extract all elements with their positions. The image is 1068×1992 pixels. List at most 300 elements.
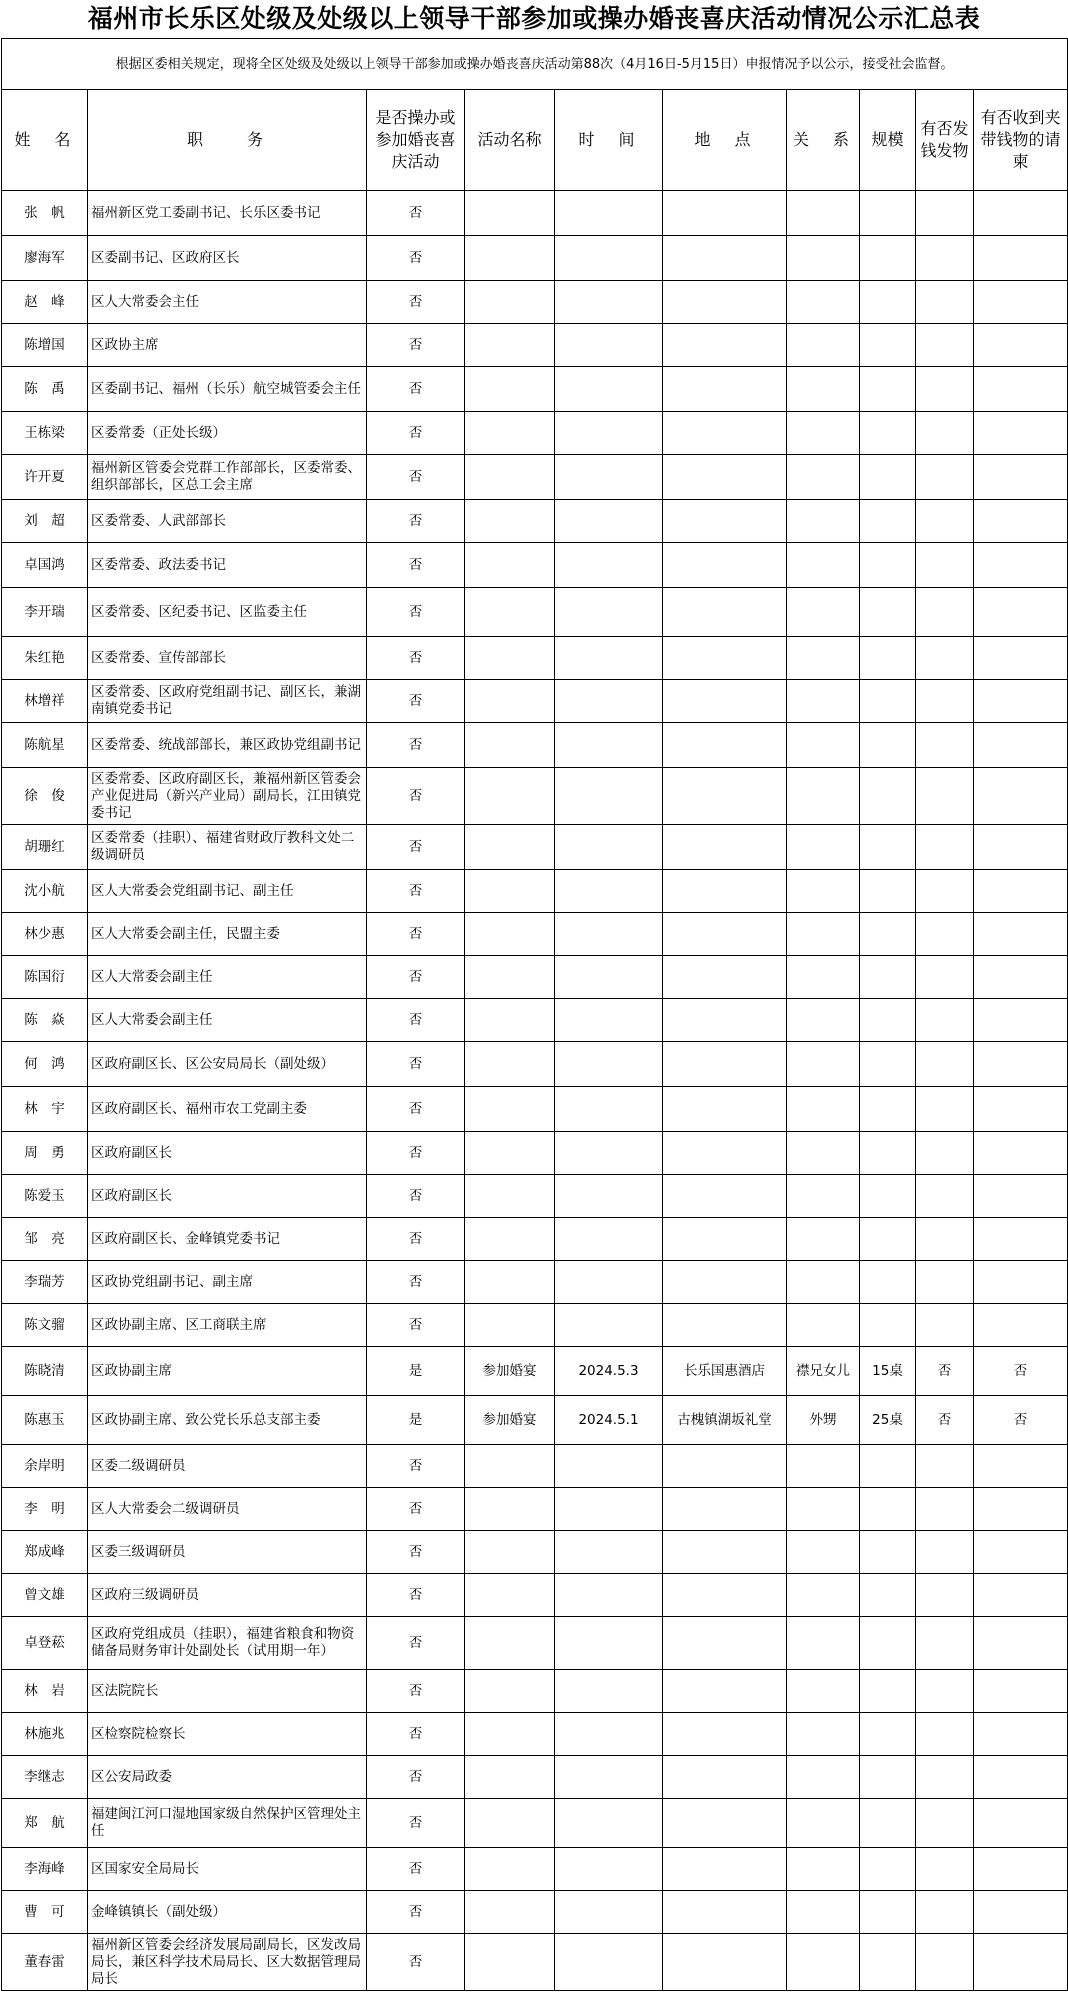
header-time: 时 间 — [555, 90, 663, 191]
relation-cell — [787, 1531, 860, 1574]
time-cell — [555, 1218, 663, 1261]
position-cell: 区人大常委会副主任 — [88, 999, 367, 1042]
table-row — [2, 1488, 1068, 1531]
participated-cell: 否 — [367, 500, 465, 543]
header-participated: 是否操办或参加婚丧喜庆活动 — [367, 90, 465, 191]
envelope-cell — [974, 1488, 1068, 1531]
time-cell — [555, 1891, 663, 1934]
scale-cell — [860, 999, 916, 1042]
activity-cell — [465, 768, 555, 825]
table-row — [2, 543, 1068, 588]
table-row — [2, 500, 1068, 543]
scale-cell — [860, 680, 916, 723]
table-row — [2, 1218, 1068, 1261]
envelope-cell — [974, 543, 1068, 588]
place-cell — [663, 1617, 787, 1670]
place-cell — [663, 1574, 787, 1617]
position-cell: 区委常委（正处长级） — [88, 412, 367, 455]
header-place: 地 点 — [663, 90, 787, 191]
place-cell — [663, 455, 787, 500]
position-cell: 区委常委、区纪委书记、区监委主任 — [88, 588, 367, 637]
gift-cell — [916, 1756, 974, 1799]
relation-cell — [787, 1261, 860, 1304]
person-name: 胡珊红 — [2, 825, 88, 870]
activity-cell — [465, 324, 555, 367]
relation-cell — [787, 1175, 860, 1218]
place-cell — [663, 412, 787, 455]
scale-cell — [860, 1670, 916, 1713]
gift-cell — [916, 1445, 974, 1488]
time-cell — [555, 191, 663, 236]
participated-cell: 否 — [367, 1261, 465, 1304]
table-row — [2, 637, 1068, 680]
scale-cell — [860, 1488, 916, 1531]
table-row — [2, 1396, 1068, 1445]
envelope-cell — [974, 999, 1068, 1042]
gift-cell — [916, 956, 974, 999]
table-row — [2, 1132, 1068, 1175]
time-cell — [555, 1175, 663, 1218]
person-name: 陈文骝 — [2, 1304, 88, 1347]
activity-cell — [465, 870, 555, 913]
participated-cell: 否 — [367, 191, 465, 236]
table-row — [2, 680, 1068, 723]
activity-cell — [465, 680, 555, 723]
scale-cell — [860, 1799, 916, 1848]
time-cell — [555, 281, 663, 324]
scale-cell — [860, 870, 916, 913]
relation-cell — [787, 1934, 860, 1991]
person-name: 刘 超 — [2, 500, 88, 543]
table-row — [2, 999, 1068, 1042]
time-cell — [555, 680, 663, 723]
activity-cell — [465, 723, 555, 768]
envelope-cell — [974, 412, 1068, 455]
gift-cell — [916, 1891, 974, 1934]
relation-cell — [787, 768, 860, 825]
relation-cell — [787, 1756, 860, 1799]
position-cell: 区国家安全局局长 — [88, 1848, 367, 1891]
person-name: 董春雷 — [2, 1934, 88, 1991]
header-activity: 活动名称 — [465, 90, 555, 191]
participated-cell: 否 — [367, 956, 465, 999]
person-name: 王栋梁 — [2, 412, 88, 455]
participated-cell: 否 — [367, 1799, 465, 1848]
place-cell — [663, 500, 787, 543]
time-cell — [555, 1261, 663, 1304]
activity-cell — [465, 1445, 555, 1488]
relation-cell — [787, 1670, 860, 1713]
table-row — [2, 412, 1068, 455]
gift-cell — [916, 1574, 974, 1617]
position-cell: 区人大常委会党组副书记、副主任 — [88, 870, 367, 913]
place-cell — [663, 680, 787, 723]
place-cell — [663, 870, 787, 913]
scale-cell — [860, 281, 916, 324]
place-cell — [663, 367, 787, 412]
table-row — [2, 1042, 1068, 1087]
table-row — [2, 913, 1068, 956]
scale-cell — [860, 1218, 916, 1261]
position-cell: 区委常委、政法委书记 — [88, 543, 367, 588]
person-name: 周 勇 — [2, 1132, 88, 1175]
table-row — [2, 1670, 1068, 1713]
scale-cell — [860, 1087, 916, 1132]
place-cell — [663, 1132, 787, 1175]
person-name: 林 岩 — [2, 1670, 88, 1713]
envelope-cell — [974, 1132, 1068, 1175]
relation-cell — [787, 1132, 860, 1175]
activity-cell — [465, 1670, 555, 1713]
table-row — [2, 1617, 1068, 1670]
person-name: 林施兆 — [2, 1713, 88, 1756]
position-cell: 区政府副区长、区公安局局长（副处级） — [88, 1042, 367, 1087]
envelope-cell — [974, 455, 1068, 500]
scale-cell — [860, 956, 916, 999]
participated-cell: 否 — [367, 1175, 465, 1218]
person-name: 陈国衍 — [2, 956, 88, 999]
position-cell: 福建闽江河口湿地国家级自然保护区管理处主任 — [88, 1799, 367, 1848]
scale-cell — [860, 588, 916, 637]
place-cell — [663, 1848, 787, 1891]
gift-cell — [916, 1848, 974, 1891]
participated-cell: 否 — [367, 1891, 465, 1934]
gift-cell — [916, 999, 974, 1042]
participated-cell: 否 — [367, 1132, 465, 1175]
time-cell — [555, 870, 663, 913]
table-row — [2, 1848, 1068, 1891]
envelope-cell — [974, 825, 1068, 870]
table-row — [2, 1713, 1068, 1756]
envelope-cell — [974, 1574, 1068, 1617]
position-cell: 区政府党组成员（挂职），福建省粮食和物资储备局财务审计处副处长（试用期一年） — [88, 1617, 367, 1670]
participated-cell: 否 — [367, 1617, 465, 1670]
time-cell — [555, 1445, 663, 1488]
relation-cell — [787, 825, 860, 870]
gift-cell: 否 — [916, 1347, 974, 1396]
time-cell — [555, 1670, 663, 1713]
gift-cell — [916, 455, 974, 500]
envelope-cell — [974, 236, 1068, 281]
relation-cell — [787, 913, 860, 956]
time-cell — [555, 1713, 663, 1756]
time-cell — [555, 500, 663, 543]
scale-cell — [860, 1756, 916, 1799]
time-cell — [555, 543, 663, 588]
gift-cell — [916, 913, 974, 956]
time-cell — [555, 588, 663, 637]
scale-cell — [860, 236, 916, 281]
place-cell — [663, 913, 787, 956]
person-name: 陈惠玉 — [2, 1396, 88, 1445]
scale-cell — [860, 1891, 916, 1934]
envelope-cell — [974, 723, 1068, 768]
position-cell: 区公安局政委 — [88, 1756, 367, 1799]
place-cell — [663, 723, 787, 768]
participated-cell: 否 — [367, 1756, 465, 1799]
table-row — [2, 588, 1068, 637]
activity-cell — [465, 1175, 555, 1218]
participated-cell: 否 — [367, 1713, 465, 1756]
envelope-cell: 否 — [974, 1396, 1068, 1445]
activity-cell — [465, 1848, 555, 1891]
place-cell — [663, 768, 787, 825]
gift-cell — [916, 324, 974, 367]
place-cell: 长乐国惠酒店 — [663, 1347, 787, 1396]
envelope-cell — [974, 1531, 1068, 1574]
participated-cell: 否 — [367, 1218, 465, 1261]
envelope-cell — [974, 913, 1068, 956]
envelope-cell — [974, 1218, 1068, 1261]
table-row — [2, 1261, 1068, 1304]
activity-cell — [465, 1713, 555, 1756]
envelope-cell — [974, 191, 1068, 236]
place-cell — [663, 956, 787, 999]
table-row — [2, 1799, 1068, 1848]
time-cell — [555, 367, 663, 412]
table-row — [2, 723, 1068, 768]
table-row — [2, 191, 1068, 236]
table-row — [2, 825, 1068, 870]
relation-cell — [787, 1713, 860, 1756]
person-name: 朱红艳 — [2, 637, 88, 680]
scale-cell — [860, 455, 916, 500]
relation-cell — [787, 367, 860, 412]
time-cell — [555, 1574, 663, 1617]
gift-cell — [916, 1132, 974, 1175]
place-cell — [663, 1488, 787, 1531]
place-cell — [663, 1042, 787, 1087]
activity-cell — [465, 1799, 555, 1848]
gift-cell — [916, 367, 974, 412]
position-cell: 福州新区管委会经济发展局副局长，区发改局局长，兼区科学技术局局长、区大数据管理局局长 — [88, 1934, 367, 1991]
envelope-cell — [974, 1756, 1068, 1799]
participated-cell: 否 — [367, 324, 465, 367]
envelope-cell — [974, 1934, 1068, 1991]
gift-cell: 否 — [916, 1396, 974, 1445]
gift-cell — [916, 870, 974, 913]
activity-cell — [465, 588, 555, 637]
person-name: 何 鸿 — [2, 1042, 88, 1087]
place-cell — [663, 588, 787, 637]
participated-cell: 否 — [367, 543, 465, 588]
gift-cell — [916, 281, 974, 324]
scale-cell: 15桌 — [860, 1347, 916, 1396]
place-cell — [663, 1531, 787, 1574]
participated-cell: 否 — [367, 1848, 465, 1891]
person-name: 李开瑞 — [2, 588, 88, 637]
person-name: 余岸明 — [2, 1445, 88, 1488]
scale-cell — [860, 412, 916, 455]
relation-cell: 襟兄女儿 — [787, 1347, 860, 1396]
position-cell: 区政府三级调研员 — [88, 1574, 367, 1617]
place-cell — [663, 543, 787, 588]
gift-cell — [916, 1713, 974, 1756]
relation-cell — [787, 500, 860, 543]
participated-cell: 否 — [367, 1531, 465, 1574]
place-cell — [663, 191, 787, 236]
scale-cell — [860, 1175, 916, 1218]
scale-cell — [860, 191, 916, 236]
table-row — [2, 1347, 1068, 1396]
envelope-cell — [974, 1891, 1068, 1934]
time-cell — [555, 999, 663, 1042]
table-row — [2, 281, 1068, 324]
place-cell — [663, 236, 787, 281]
gift-cell — [916, 637, 974, 680]
envelope-cell — [974, 367, 1068, 412]
activity-cell — [465, 1218, 555, 1261]
table-row — [2, 1531, 1068, 1574]
time-cell — [555, 1799, 663, 1848]
participated-cell: 是 — [367, 1396, 465, 1445]
time-cell — [555, 1042, 663, 1087]
scale-cell — [860, 1261, 916, 1304]
scale-cell — [860, 324, 916, 367]
table-row — [2, 1934, 1068, 1991]
scale-cell — [860, 913, 916, 956]
place-cell: 古槐镇湖坂礼堂 — [663, 1396, 787, 1445]
gift-cell — [916, 1617, 974, 1670]
participated-cell: 否 — [367, 588, 465, 637]
scale-cell — [860, 1531, 916, 1574]
person-name: 李 明 — [2, 1488, 88, 1531]
gift-cell — [916, 723, 974, 768]
scale-cell: 25桌 — [860, 1396, 916, 1445]
place-cell — [663, 999, 787, 1042]
relation-cell — [787, 455, 860, 500]
activity-cell — [465, 455, 555, 500]
table-row — [2, 768, 1068, 825]
place-cell — [663, 1934, 787, 1991]
scale-cell — [860, 500, 916, 543]
person-name: 陈航星 — [2, 723, 88, 768]
position-cell: 福州新区管委会党群工作部部长，区委常委、组织部部长，区总工会主席 — [88, 455, 367, 500]
position-cell: 金峰镇镇长（副处级） — [88, 1891, 367, 1934]
place-cell — [663, 1087, 787, 1132]
participated-cell: 否 — [367, 281, 465, 324]
time-cell — [555, 1132, 663, 1175]
person-name: 李海峰 — [2, 1848, 88, 1891]
envelope-cell — [974, 1713, 1068, 1756]
relation-cell — [787, 1488, 860, 1531]
activity-cell — [465, 1756, 555, 1799]
relation-cell — [787, 1617, 860, 1670]
envelope-cell — [974, 1799, 1068, 1848]
place-cell — [663, 324, 787, 367]
activity-cell — [465, 1574, 555, 1617]
person-name: 李瑞芳 — [2, 1261, 88, 1304]
table-row — [2, 1087, 1068, 1132]
gift-cell — [916, 1799, 974, 1848]
relation-cell — [787, 236, 860, 281]
person-name: 林 宇 — [2, 1087, 88, 1132]
envelope-cell — [974, 1848, 1068, 1891]
participated-cell: 是 — [367, 1347, 465, 1396]
gift-cell — [916, 680, 974, 723]
person-name: 陈 焱 — [2, 999, 88, 1042]
scale-cell — [860, 1617, 916, 1670]
participated-cell: 否 — [367, 870, 465, 913]
relation-cell — [787, 1218, 860, 1261]
person-name: 徐 俊 — [2, 768, 88, 825]
time-cell — [555, 1531, 663, 1574]
activity-cell — [465, 1304, 555, 1347]
participated-cell: 否 — [367, 999, 465, 1042]
time-cell: 2024.5.3 — [555, 1347, 663, 1396]
position-cell: 区人大常委会副主任 — [88, 956, 367, 999]
person-name: 李继志 — [2, 1756, 88, 1799]
place-cell — [663, 1756, 787, 1799]
scale-cell — [860, 637, 916, 680]
table-row — [2, 870, 1068, 913]
position-cell: 区法院院长 — [88, 1670, 367, 1713]
header-envelope: 有否收到夹带钱物的请柬 — [974, 90, 1068, 191]
person-name: 邹 亮 — [2, 1218, 88, 1261]
position-cell: 区政协副主席、致公党长乐总支部主委 — [88, 1396, 367, 1445]
person-name: 林少惠 — [2, 913, 88, 956]
gift-cell — [916, 1531, 974, 1574]
relation-cell — [787, 543, 860, 588]
scale-cell — [860, 1304, 916, 1347]
time-cell — [555, 1488, 663, 1531]
activity-cell — [465, 500, 555, 543]
envelope-cell — [974, 324, 1068, 367]
table-row — [2, 1574, 1068, 1617]
relation-cell — [787, 1304, 860, 1347]
scale-cell — [860, 1042, 916, 1087]
gift-cell — [916, 1042, 974, 1087]
activity-cell — [465, 1617, 555, 1670]
envelope-cell: 否 — [974, 1347, 1068, 1396]
time-cell — [555, 1617, 663, 1670]
gift-cell — [916, 1670, 974, 1713]
person-name: 陈爱玉 — [2, 1175, 88, 1218]
position-cell: 区政协副主席、区工商联主席 — [88, 1304, 367, 1347]
person-name: 许开夏 — [2, 455, 88, 500]
position-cell: 区委二级调研员 — [88, 1445, 367, 1488]
activity-cell — [465, 1891, 555, 1934]
header-scale: 规模 — [860, 90, 916, 191]
scale-cell — [860, 1574, 916, 1617]
position-cell: 区委常委、区政府党组副书记、副区长，兼湖南镇党委书记 — [88, 680, 367, 723]
person-name: 赵 峰 — [2, 281, 88, 324]
envelope-cell — [974, 870, 1068, 913]
relation-cell — [787, 870, 860, 913]
disclosure-table — [1, 38, 1068, 1991]
relation-cell — [787, 1574, 860, 1617]
position-cell: 区政府副区长 — [88, 1175, 367, 1218]
position-cell: 区委常委、区政府副区长，兼福州新区管委会产业促进局（新兴产业局）副局长，江田镇党委书记 — [88, 768, 367, 825]
participated-cell: 否 — [367, 412, 465, 455]
envelope-cell — [974, 1304, 1068, 1347]
envelope-cell — [974, 1261, 1068, 1304]
activity-cell — [465, 1531, 555, 1574]
participated-cell: 否 — [367, 236, 465, 281]
position-cell: 区人大常委会二级调研员 — [88, 1488, 367, 1531]
gift-cell — [916, 768, 974, 825]
envelope-cell — [974, 1617, 1068, 1670]
person-name: 曾文雄 — [2, 1574, 88, 1617]
participated-cell: 否 — [367, 913, 465, 956]
place-cell — [663, 281, 787, 324]
position-cell: 区政府副区长、福州市农工党副主委 — [88, 1087, 367, 1132]
activity-cell — [465, 1132, 555, 1175]
participated-cell: 否 — [367, 723, 465, 768]
activity-cell — [465, 281, 555, 324]
activity-cell — [465, 956, 555, 999]
relation-cell — [787, 588, 860, 637]
